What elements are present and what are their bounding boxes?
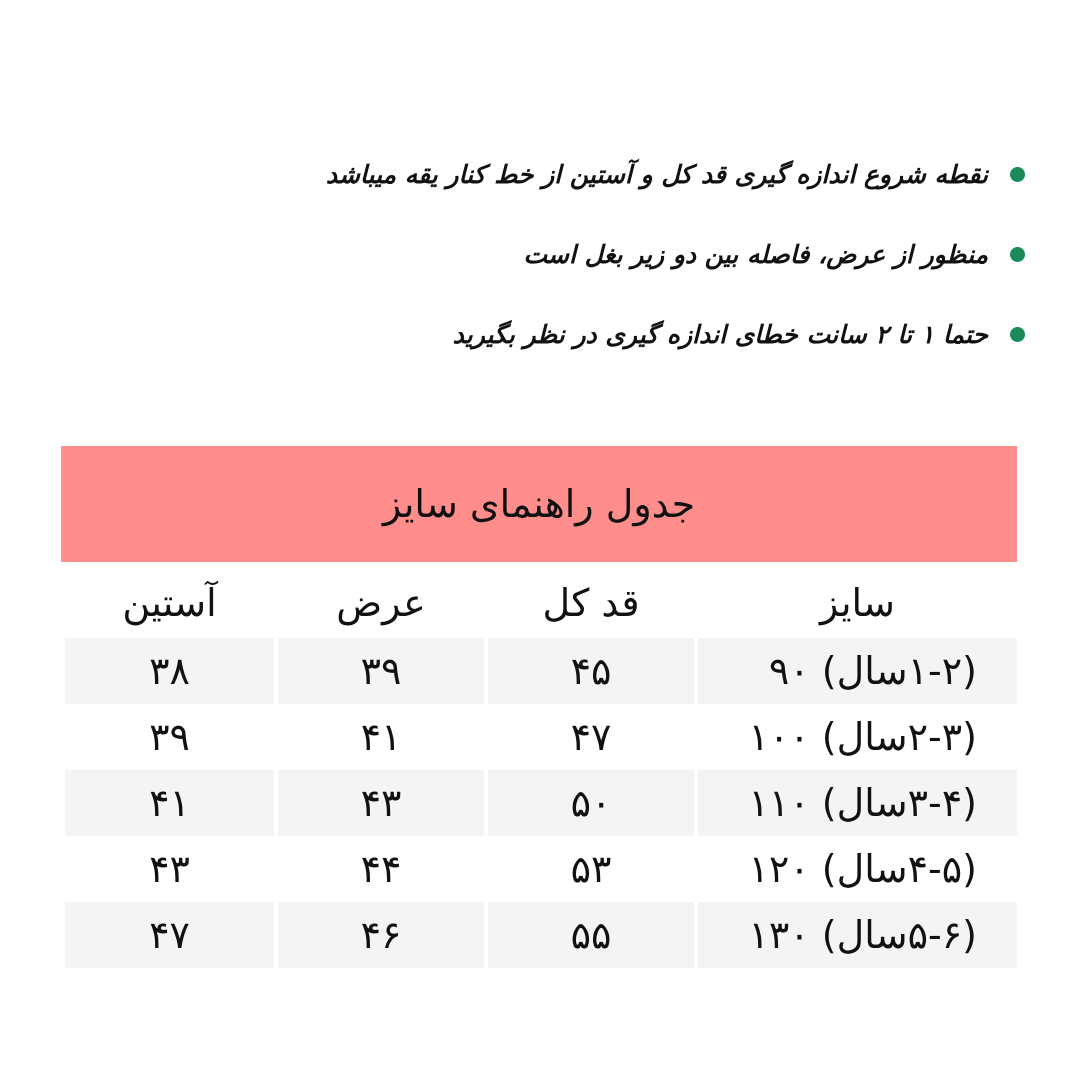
column-header-length: قد کل <box>484 568 694 638</box>
bullet-icon <box>1010 167 1025 182</box>
cell-sleeve: ۴۱ <box>61 770 274 836</box>
cell-size: (۵-۶سال) ۱۳۰ <box>694 902 1017 968</box>
cell-width: ۴۳ <box>274 770 484 836</box>
note-text: نقطه شروع اندازه گیری قد کل و آستین از خط کنار یقه میباشد <box>325 159 988 189</box>
cell-size: (۱-۲سال) ۹۰ <box>694 638 1017 704</box>
cell-size: (۲-۳سال) ۱۰۰ <box>694 704 1017 770</box>
bullet-icon <box>1010 327 1025 342</box>
measurement-notes <box>326 150 1025 390</box>
cell-sleeve: ۴۳ <box>61 836 274 902</box>
note-item <box>326 150 1025 198</box>
cell-length: ۵۳ <box>484 836 694 902</box>
cell-length: ۴۷ <box>484 704 694 770</box>
cell-sleeve: ۳۹ <box>61 704 274 770</box>
cell-size: (۴-۵سال) ۱۲۰ <box>694 836 1017 902</box>
cell-size: (۳-۴سال) ۱۱۰ <box>694 770 1017 836</box>
cell-sleeve: ۴۷ <box>61 902 274 968</box>
bullet-icon <box>1010 247 1025 262</box>
cell-length: ۵۰ <box>484 770 694 836</box>
cell-width: ۴۴ <box>274 836 484 902</box>
column-header-width: عرض <box>274 568 484 638</box>
cell-length: ۴۵ <box>484 638 694 704</box>
table-title: جدول راهنمای سایز <box>61 446 1017 562</box>
column-header-sleeve: آستین <box>61 568 274 638</box>
cell-width: ۳۹ <box>274 638 484 704</box>
note-item <box>326 310 1025 358</box>
size-guide-table <box>61 446 1017 968</box>
cell-sleeve: ۳۸ <box>61 638 274 704</box>
table-grid <box>61 568 1017 968</box>
column-header-size: سایز <box>694 568 1017 638</box>
note-text: منظور از عرض، فاصله بین دو زیر بغل است <box>523 239 988 269</box>
note-text: حتما ۱ تا ۲ سانت خطای اندازه گیری در نظر بگیرید <box>452 319 988 349</box>
note-item <box>326 230 1025 278</box>
cell-length: ۵۵ <box>484 902 694 968</box>
cell-width: ۴۱ <box>274 704 484 770</box>
cell-width: ۴۶ <box>274 902 484 968</box>
